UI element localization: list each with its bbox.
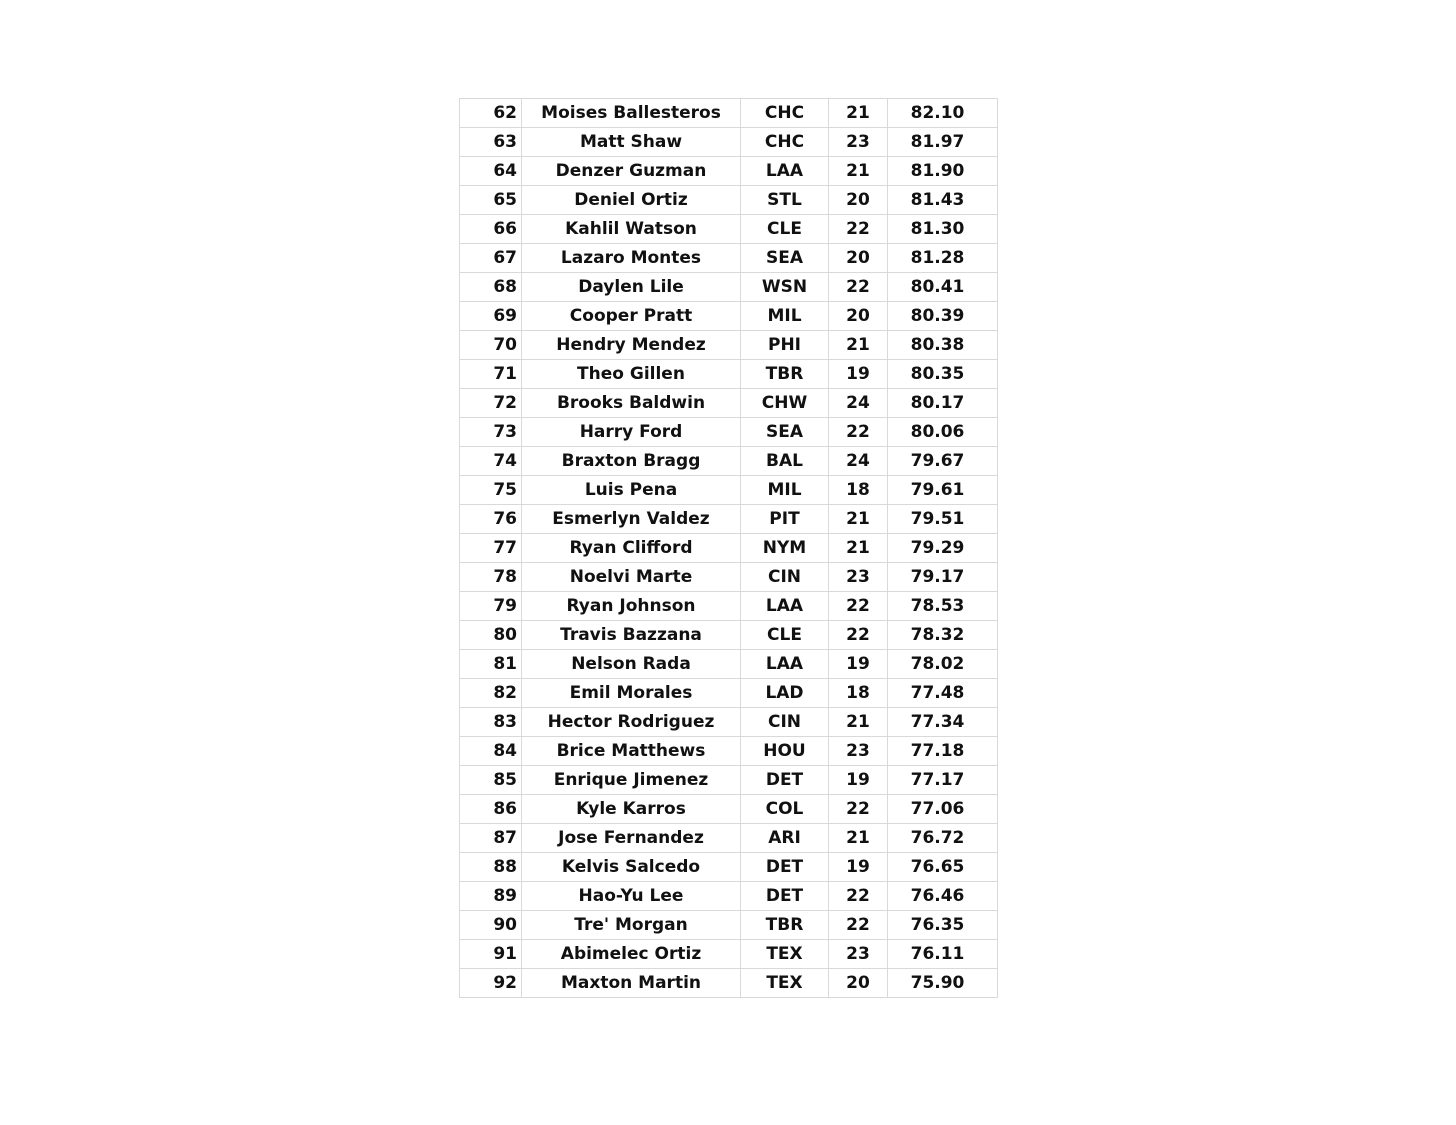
score-cell: 77.17	[888, 766, 998, 795]
score-cell: 77.18	[888, 737, 998, 766]
team-cell: TEX	[741, 940, 829, 969]
rank-cell: 79	[460, 592, 522, 621]
age-cell: 22	[829, 592, 888, 621]
rank-cell: 72	[460, 389, 522, 418]
age-cell: 18	[829, 476, 888, 505]
age-cell: 20	[829, 186, 888, 215]
player-name-cell: Brooks Baldwin	[522, 389, 741, 418]
team-cell: LAA	[741, 157, 829, 186]
player-name-cell: Cooper Pratt	[522, 302, 741, 331]
team-cell: PIT	[741, 505, 829, 534]
table-row	[460, 969, 998, 998]
player-name-cell: Kelvis Salcedo	[522, 853, 741, 882]
table-row	[460, 302, 998, 331]
player-name-cell: Luis Pena	[522, 476, 741, 505]
table-row	[460, 534, 998, 563]
table-row	[460, 708, 998, 737]
player-name-cell: Tre' Morgan	[522, 911, 741, 940]
team-cell: NYM	[741, 534, 829, 563]
team-cell: SEA	[741, 244, 829, 273]
player-name-cell: Theo Gillen	[522, 360, 741, 389]
table-row	[460, 592, 998, 621]
table-row	[460, 157, 998, 186]
rank-cell: 85	[460, 766, 522, 795]
score-cell: 76.65	[888, 853, 998, 882]
player-name-cell: Maxton Martin	[522, 969, 741, 998]
team-cell: SEA	[741, 418, 829, 447]
player-name-cell: Kahlil Watson	[522, 215, 741, 244]
rank-cell: 63	[460, 128, 522, 157]
team-cell: WSN	[741, 273, 829, 302]
team-cell: CIN	[741, 708, 829, 737]
team-cell: TEX	[741, 969, 829, 998]
age-cell: 23	[829, 128, 888, 157]
player-name-cell: Daylen Lile	[522, 273, 741, 302]
table-row	[460, 737, 998, 766]
table-row	[460, 563, 998, 592]
age-cell: 22	[829, 911, 888, 940]
table-row	[460, 389, 998, 418]
player-name-cell: Ryan Clifford	[522, 534, 741, 563]
age-cell: 18	[829, 679, 888, 708]
score-cell: 76.72	[888, 824, 998, 853]
score-cell: 81.90	[888, 157, 998, 186]
rank-cell: 76	[460, 505, 522, 534]
player-name-cell: Braxton Bragg	[522, 447, 741, 476]
score-cell: 80.38	[888, 331, 998, 360]
age-cell: 21	[829, 331, 888, 360]
team-cell: HOU	[741, 737, 829, 766]
score-cell: 80.17	[888, 389, 998, 418]
age-cell: 22	[829, 621, 888, 650]
age-cell: 19	[829, 853, 888, 882]
player-name-cell: Brice Matthews	[522, 737, 741, 766]
player-name-cell: Hao-Yu Lee	[522, 882, 741, 911]
rank-cell: 65	[460, 186, 522, 215]
team-cell: ARI	[741, 824, 829, 853]
age-cell: 22	[829, 882, 888, 911]
player-name-cell: Nelson Rada	[522, 650, 741, 679]
rank-cell: 88	[460, 853, 522, 882]
player-name-cell: Noelvi Marte	[522, 563, 741, 592]
score-cell: 78.53	[888, 592, 998, 621]
score-cell: 80.41	[888, 273, 998, 302]
table-row	[460, 273, 998, 302]
table-row	[460, 795, 998, 824]
player-name-cell: Hector Rodriguez	[522, 708, 741, 737]
team-cell: MIL	[741, 302, 829, 331]
rank-cell: 82	[460, 679, 522, 708]
score-cell: 75.90	[888, 969, 998, 998]
rank-cell: 64	[460, 157, 522, 186]
rank-cell: 66	[460, 215, 522, 244]
age-cell: 23	[829, 940, 888, 969]
rank-cell: 91	[460, 940, 522, 969]
player-name-cell: Denzer Guzman	[522, 157, 741, 186]
table-row	[460, 418, 998, 447]
rank-cell: 86	[460, 795, 522, 824]
rank-cell: 75	[460, 476, 522, 505]
age-cell: 21	[829, 708, 888, 737]
score-cell: 81.28	[888, 244, 998, 273]
team-cell: PHI	[741, 331, 829, 360]
score-cell: 78.32	[888, 621, 998, 650]
table-row	[460, 824, 998, 853]
age-cell: 22	[829, 418, 888, 447]
age-cell: 23	[829, 737, 888, 766]
team-cell: LAA	[741, 592, 829, 621]
rank-cell: 70	[460, 331, 522, 360]
age-cell: 21	[829, 824, 888, 853]
player-name-cell: Emil Morales	[522, 679, 741, 708]
team-cell: LAA	[741, 650, 829, 679]
rank-cell: 73	[460, 418, 522, 447]
age-cell: 22	[829, 795, 888, 824]
table-row	[460, 679, 998, 708]
score-cell: 80.06	[888, 418, 998, 447]
team-cell: LAD	[741, 679, 829, 708]
age-cell: 23	[829, 563, 888, 592]
age-cell: 20	[829, 302, 888, 331]
age-cell: 21	[829, 157, 888, 186]
table-row	[460, 650, 998, 679]
team-cell: TBR	[741, 360, 829, 389]
score-cell: 79.61	[888, 476, 998, 505]
rank-cell: 92	[460, 969, 522, 998]
team-cell: CLE	[741, 215, 829, 244]
score-cell: 77.06	[888, 795, 998, 824]
player-name-cell: Abimelec Ortiz	[522, 940, 741, 969]
team-cell: CHW	[741, 389, 829, 418]
score-cell: 79.17	[888, 563, 998, 592]
age-cell: 19	[829, 766, 888, 795]
score-cell: 82.10	[888, 99, 998, 128]
player-name-cell: Esmerlyn Valdez	[522, 505, 741, 534]
rank-cell: 84	[460, 737, 522, 766]
player-name-cell: Ryan Johnson	[522, 592, 741, 621]
table-row	[460, 911, 998, 940]
rank-cell: 68	[460, 273, 522, 302]
prospect-rankings-table	[459, 98, 998, 998]
table-row	[460, 99, 998, 128]
age-cell: 19	[829, 650, 888, 679]
table-row	[460, 476, 998, 505]
player-name-cell: Lazaro Montes	[522, 244, 741, 273]
rank-cell: 69	[460, 302, 522, 331]
team-cell: DET	[741, 882, 829, 911]
score-cell: 76.35	[888, 911, 998, 940]
table-row	[460, 853, 998, 882]
player-name-cell: Travis Bazzana	[522, 621, 741, 650]
table-row	[460, 505, 998, 534]
score-cell: 77.48	[888, 679, 998, 708]
rank-cell: 89	[460, 882, 522, 911]
team-cell: DET	[741, 853, 829, 882]
age-cell: 24	[829, 447, 888, 476]
score-cell: 78.02	[888, 650, 998, 679]
table-row	[460, 447, 998, 476]
table-row	[460, 186, 998, 215]
rank-cell: 83	[460, 708, 522, 737]
rank-cell: 80	[460, 621, 522, 650]
score-cell: 79.67	[888, 447, 998, 476]
score-cell: 79.51	[888, 505, 998, 534]
age-cell: 21	[829, 505, 888, 534]
score-cell: 81.97	[888, 128, 998, 157]
player-name-cell: Matt Shaw	[522, 128, 741, 157]
player-name-cell: Hendry Mendez	[522, 331, 741, 360]
table-row	[460, 940, 998, 969]
age-cell: 22	[829, 215, 888, 244]
rank-cell: 77	[460, 534, 522, 563]
age-cell: 24	[829, 389, 888, 418]
player-name-cell: Jose Fernandez	[522, 824, 741, 853]
table-row	[460, 128, 998, 157]
score-cell: 80.39	[888, 302, 998, 331]
age-cell: 22	[829, 273, 888, 302]
team-cell: DET	[741, 766, 829, 795]
player-name-cell: Moises Ballesteros	[522, 99, 741, 128]
team-cell: CLE	[741, 621, 829, 650]
table-body	[460, 99, 998, 998]
table-row	[460, 215, 998, 244]
age-cell: 20	[829, 244, 888, 273]
rank-cell: 78	[460, 563, 522, 592]
age-cell: 21	[829, 534, 888, 563]
team-cell: MIL	[741, 476, 829, 505]
rank-cell: 81	[460, 650, 522, 679]
rank-cell: 71	[460, 360, 522, 389]
score-cell: 81.30	[888, 215, 998, 244]
player-name-cell: Harry Ford	[522, 418, 741, 447]
age-cell: 20	[829, 969, 888, 998]
player-name-cell: Deniel Ortiz	[522, 186, 741, 215]
rank-cell: 67	[460, 244, 522, 273]
rank-cell: 90	[460, 911, 522, 940]
team-cell: CIN	[741, 563, 829, 592]
score-cell: 76.46	[888, 882, 998, 911]
age-cell: 21	[829, 99, 888, 128]
table-row	[460, 621, 998, 650]
score-cell: 81.43	[888, 186, 998, 215]
team-cell: BAL	[741, 447, 829, 476]
score-cell: 76.11	[888, 940, 998, 969]
score-cell: 80.35	[888, 360, 998, 389]
rank-cell: 74	[460, 447, 522, 476]
age-cell: 19	[829, 360, 888, 389]
rank-cell: 62	[460, 99, 522, 128]
table-row	[460, 360, 998, 389]
table-row	[460, 331, 998, 360]
table-row	[460, 882, 998, 911]
team-cell: CHC	[741, 128, 829, 157]
table-row	[460, 766, 998, 795]
player-name-cell: Enrique Jimenez	[522, 766, 741, 795]
score-cell: 77.34	[888, 708, 998, 737]
team-cell: CHC	[741, 99, 829, 128]
score-cell: 79.29	[888, 534, 998, 563]
table-row	[460, 244, 998, 273]
team-cell: TBR	[741, 911, 829, 940]
player-name-cell: Kyle Karros	[522, 795, 741, 824]
rank-cell: 87	[460, 824, 522, 853]
team-cell: COL	[741, 795, 829, 824]
team-cell: STL	[741, 186, 829, 215]
